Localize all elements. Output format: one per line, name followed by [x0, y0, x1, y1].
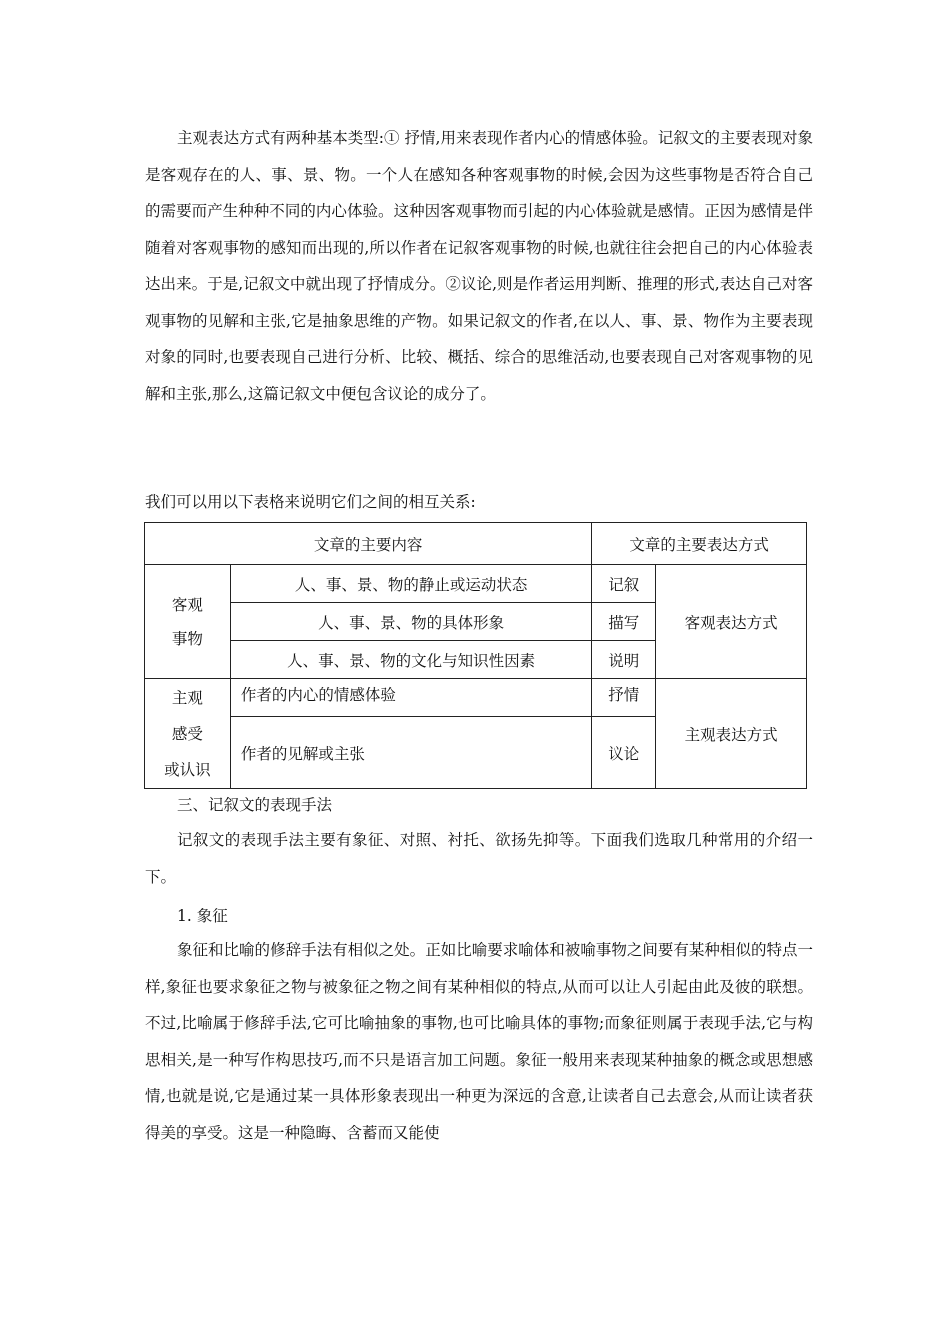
table-row — [145, 679, 807, 717]
content-cell: 人、事、景、物的具体形象 — [230, 603, 591, 641]
group-label-objective — [145, 565, 231, 679]
table-header-row — [145, 523, 807, 565]
type-subjective: 主观表达方式 — [656, 679, 807, 789]
paragraph-techniques: 记叙文的表现手法主要有象征、对照、衬托、欲扬先抑等。下面我们选取几种常用的介绍一下。 — [145, 831, 813, 886]
method-cell: 描写 — [592, 603, 656, 641]
group-label-line: 感受 — [171, 724, 203, 743]
method-cell: 抒情 — [592, 679, 656, 717]
section-heading: 三、记叙文的表现手法 — [177, 796, 333, 814]
item-heading-symbolism: 1. 象征 — [177, 907, 228, 925]
header-expression-method: 文章的主要表达方式 — [592, 523, 807, 565]
table-intro-text: 我们可以用以下表格来说明它们之间的相互关系: — [145, 493, 476, 511]
content-cell: 作者的内心的情感体验 — [230, 679, 591, 717]
table-row — [145, 565, 807, 603]
method-cell: 记叙 — [592, 565, 656, 603]
content-cell: 作者的见解或主张 — [230, 717, 591, 789]
group-label-line: 主观 — [171, 688, 203, 707]
paragraph-subjective-expression: 主观表达方式有两种基本类型:① 抒情,用来表现作者内心的情感体验。记叙文的主要表现对象是客观存在的人、事、景、物。一个人在感知各种客观事物的时候,会因为这些事物是否符合自己的需要而产生种种不同的内心体验。这种因客观事物而引起的内心体验就是感情。正因为感情是伴随着对客观事物的感知而出现的,所以作者在记叙客观事物的时候,也就往往会把自己的内心体验表达出来。于是,记叙文中就出现了抒情成分。②议论,则是作者运用判断、推理的形式,表达自己对客观事物的见解和主张,它是抽象思维的产物。如果记叙文的作者,在以人、事、景、物作为主要表现对象的同时,也要表现自己进行分析、比较、概括、综合的思维活动,也要表现自己对客观事物的见解和主张,那么,这篇记叙文中便包含议论的成分了。 — [145, 129, 813, 403]
method-cell: 说明 — [592, 641, 656, 679]
content-cell: 人、事、景、物的静止或运动状态 — [230, 565, 591, 603]
type-objective: 客观表达方式 — [656, 565, 807, 679]
header-main-content: 文章的主要内容 — [145, 523, 592, 565]
group-label-line: 事物 — [171, 629, 203, 648]
paragraph-symbolism: 象征和比喻的修辞手法有相似之处。正如比喻要求喻体和被喻事物之间要有某种相似的特点一样,象征也要求象征之物与被象征之物之间有某种相似的特点,从而可以让人引起由此及彼的联想。不过,比喻属于修辞手法,它可比喻抽象的事物,也可比喻具体的事物;而象征则属于表现手法,它与构思相关,是一种写作构思技巧,而不只是语言加工问题。象征一般用来表现某种抽象的概念或思想感情,也就是说,它是通过某一具体形象表现出一种更为深远的含意,让读者自己去意会,从而让读者获得美的享受。这是一种隐晦、含蓄而又能使 — [145, 941, 813, 1142]
group-label-line: 或认识 — [164, 760, 211, 779]
content-cell: 人、事、景、物的文化与知识性因素 — [230, 641, 591, 679]
method-cell: 议论 — [592, 717, 656, 789]
expression-relation-table — [144, 522, 807, 789]
group-label-line: 客观 — [171, 595, 203, 614]
group-label-subjective — [145, 679, 231, 789]
